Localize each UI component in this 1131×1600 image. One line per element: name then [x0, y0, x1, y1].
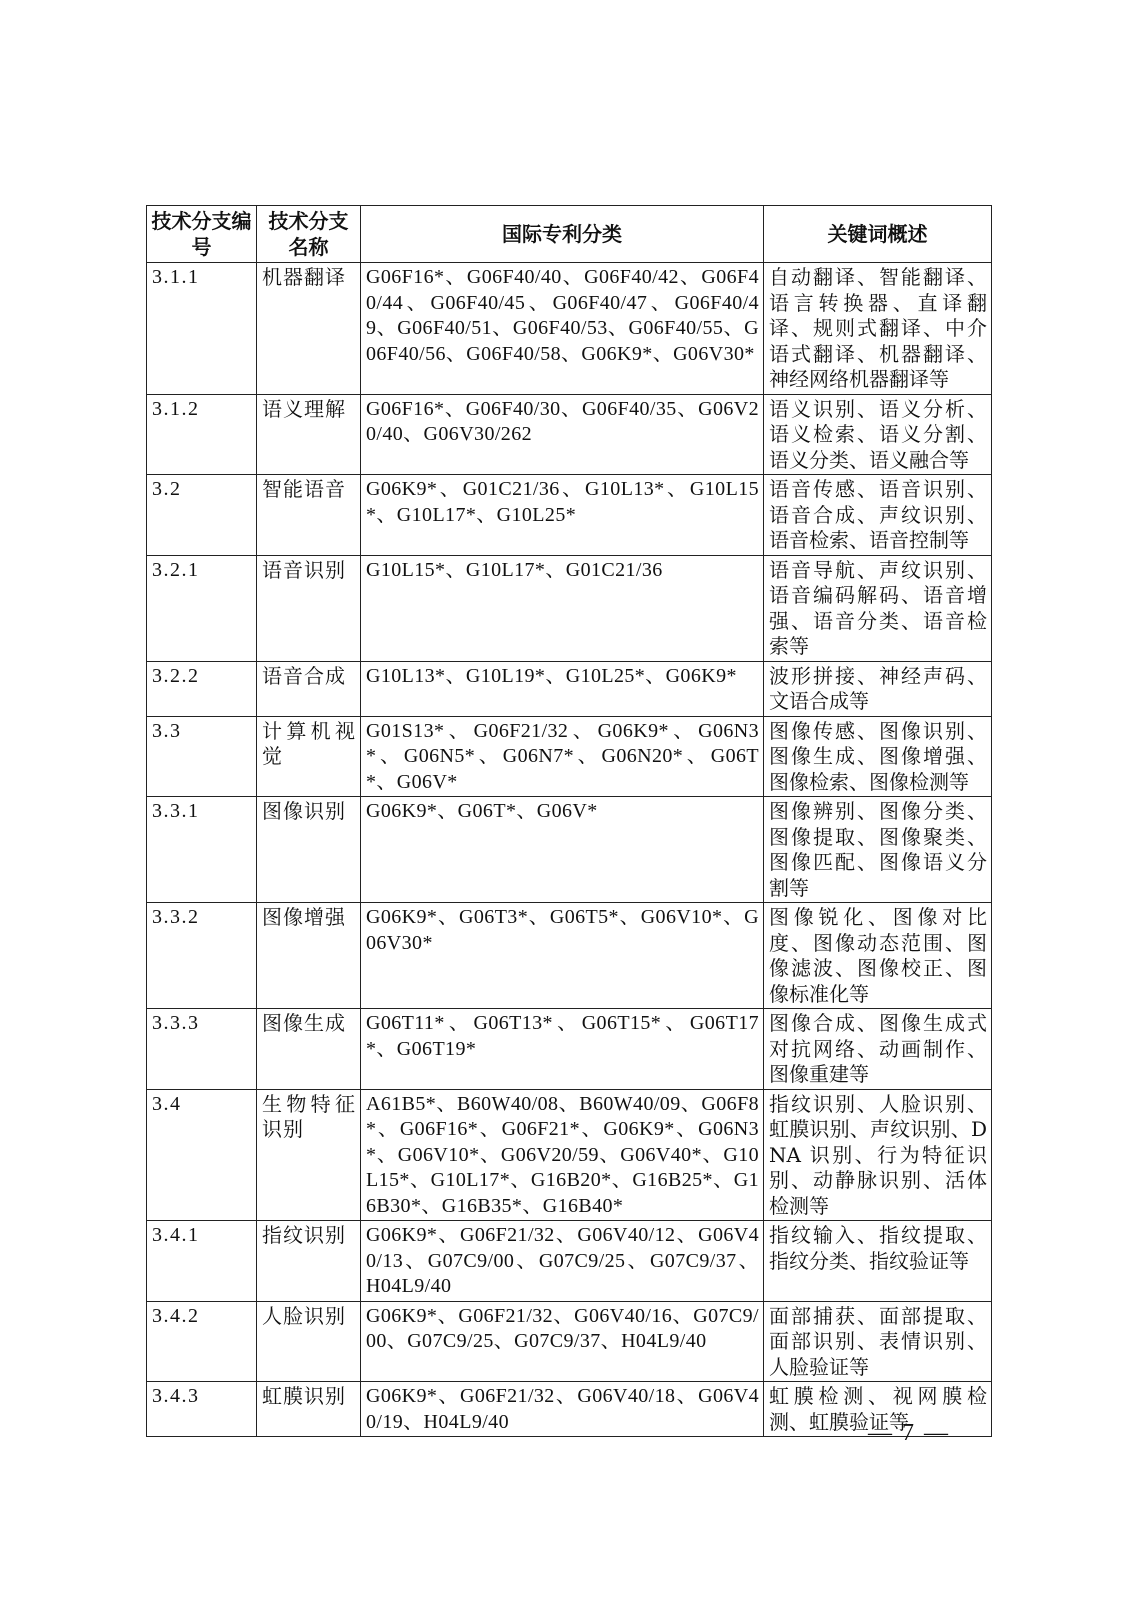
header-branch-code: 技术分支编号	[147, 206, 257, 263]
ipc-cell: G06K9*、G06F21/32、G06V40/18、G06V40/19、H04L9/40	[361, 1382, 764, 1437]
table-row	[147, 1089, 992, 1221]
keywords-cell: 语音导航、声纹识别、语音编码解码、语音增强、语音分类、语音检索等	[764, 555, 992, 661]
branch-code-cell: 3.4	[147, 1089, 257, 1221]
keywords-cell: 面部捕获、面部提取、面部识别、表情识别、人脸验证等	[764, 1301, 992, 1382]
keywords-cell: 语音传感、语音识别、语音合成、声纹识别、语音检索、语音控制等	[764, 475, 992, 556]
branch-code-cell: 3.3.1	[147, 797, 257, 903]
branch-name-cell: 图像识别	[257, 797, 361, 903]
keywords-cell: 波形拼接、神经声码、文语合成等	[764, 661, 992, 716]
branch-name-cell: 虹膜识别	[257, 1382, 361, 1437]
page-number: — 7 —	[868, 1420, 950, 1446]
branch-code-cell: 3.1.1	[147, 263, 257, 395]
keywords-cell: 指纹输入、指纹提取、指纹分类、指纹验证等	[764, 1221, 992, 1302]
ipc-cell: G06K9*、G06T*、G06V*	[361, 797, 764, 903]
branch-code-cell: 3.2.1	[147, 555, 257, 661]
branch-name-cell: 语音合成	[257, 661, 361, 716]
branch-name-cell: 图像增强	[257, 903, 361, 1009]
table-row	[147, 475, 992, 556]
table-row	[147, 716, 992, 797]
branch-code-cell: 3.2	[147, 475, 257, 556]
keywords-cell: 语义识别、语义分析、语义检索、语义分割、语义分类、语义融合等	[764, 394, 992, 475]
branch-code-cell: 3.4.3	[147, 1382, 257, 1437]
table-row	[147, 1301, 992, 1382]
branch-name-cell: 计算机视觉	[257, 716, 361, 797]
patent-classification-table	[146, 205, 992, 1437]
ipc-cell: G06K9*、G06F21/32、G06V40/16、G07C9/00、G07C9/25、G07C9/37、H04L9/40	[361, 1301, 764, 1382]
branch-name-cell: 语音识别	[257, 555, 361, 661]
table-header-row	[147, 206, 992, 263]
header-keywords: 关键词概述	[764, 206, 992, 263]
keywords-cell: 图像传感、图像识别、图像生成、图像增强、图像检索、图像检测等	[764, 716, 992, 797]
table-row	[147, 661, 992, 716]
header-ipc: 国际专利分类	[361, 206, 764, 263]
ipc-cell: A61B5*、B60W40/08、B60W40/09、G06F8*、G06F16*、G06F21*、G06K9*、G06N3*、G06V10*、G06V20/59、G06V40*、G10L15*、G10L17*、G16B20*、G16B25*、G16B30*、G16B35*、G16B40*	[361, 1089, 764, 1221]
ipc-cell: G06K9*、G06F21/32、G06V40/12、G06V40/13、G07C9/00、G07C9/25、G07C9/37、H04L9/40	[361, 1221, 764, 1302]
keywords-cell: 自动翻译、智能翻译、语言转换器、直译翻译、规则式翻译、中介语式翻译、机器翻译、神经网络机器翻译等	[764, 263, 992, 395]
branch-name-cell: 智能语音	[257, 475, 361, 556]
branch-name-cell: 生物特征识别	[257, 1089, 361, 1221]
ipc-cell: G06F16*、G06F40/40、G06F40/42、G06F40/44、G06F40/45、G06F40/47、G06F40/49、G06F40/51、G06F40/53、G06F40/55、G06F40/56、G06F40/58、G06K9*、G06V30*	[361, 263, 764, 395]
table-row	[147, 1382, 992, 1437]
branch-name-cell: 机器翻译	[257, 263, 361, 395]
ipc-cell: G06K9*、G06T3*、G06T5*、G06V10*、G06V30*	[361, 903, 764, 1009]
branch-name-cell: 人脸识别	[257, 1301, 361, 1382]
branch-code-cell: 3.3	[147, 716, 257, 797]
branch-code-cell: 3.4.1	[147, 1221, 257, 1302]
keywords-cell: 虹膜检测、视网膜检测、虹膜验证等	[764, 1382, 992, 1437]
keywords-cell: 图像锐化、图像对比度、图像动态范围、图像滤波、图像校正、图像标准化等	[764, 903, 992, 1009]
table-row	[147, 1009, 992, 1090]
ipc-cell: G10L13*、G10L19*、G10L25*、G06K9*	[361, 661, 764, 716]
branch-code-cell: 3.1.2	[147, 394, 257, 475]
keywords-cell: 图像辨别、图像分类、图像提取、图像聚类、图像匹配、图像语义分割等	[764, 797, 992, 903]
branch-code-cell: 3.3.2	[147, 903, 257, 1009]
ipc-cell: G06F16*、G06F40/30、G06F40/35、G06V20/40、G06V30/262	[361, 394, 764, 475]
ipc-cell: G10L15*、G10L17*、G01C21/36	[361, 555, 764, 661]
ipc-cell: G01S13*、G06F21/32、G06K9*、G06N3*、G06N5*、G06N7*、G06N20*、G06T*、G06V*	[361, 716, 764, 797]
table-row	[147, 263, 992, 395]
branch-code-cell: 3.3.3	[147, 1009, 257, 1090]
table-row	[147, 797, 992, 903]
keywords-cell: 图像合成、图像生成式对抗网络、动画制作、图像重建等	[764, 1009, 992, 1090]
branch-name-cell: 图像生成	[257, 1009, 361, 1090]
branch-code-cell: 3.2.2	[147, 661, 257, 716]
branch-code-cell: 3.4.2	[147, 1301, 257, 1382]
table-row	[147, 555, 992, 661]
ipc-cell: G06T11*、G06T13*、G06T15*、G06T17*、G06T19*	[361, 1009, 764, 1090]
table-row	[147, 394, 992, 475]
branch-name-cell: 指纹识别	[257, 1221, 361, 1302]
table-row	[147, 903, 992, 1009]
header-branch-name: 技术分支名称	[257, 206, 361, 263]
table-row	[147, 1221, 992, 1302]
branch-name-cell: 语义理解	[257, 394, 361, 475]
keywords-cell: 指纹识别、人脸识别、虹膜识别、声纹识别、DNA 识别、行为特征识别、动静脉识别、活体检测等	[764, 1089, 992, 1221]
ipc-cell: G06K9*、G01C21/36、G10L13*、G10L15*、G10L17*、G10L25*	[361, 475, 764, 556]
